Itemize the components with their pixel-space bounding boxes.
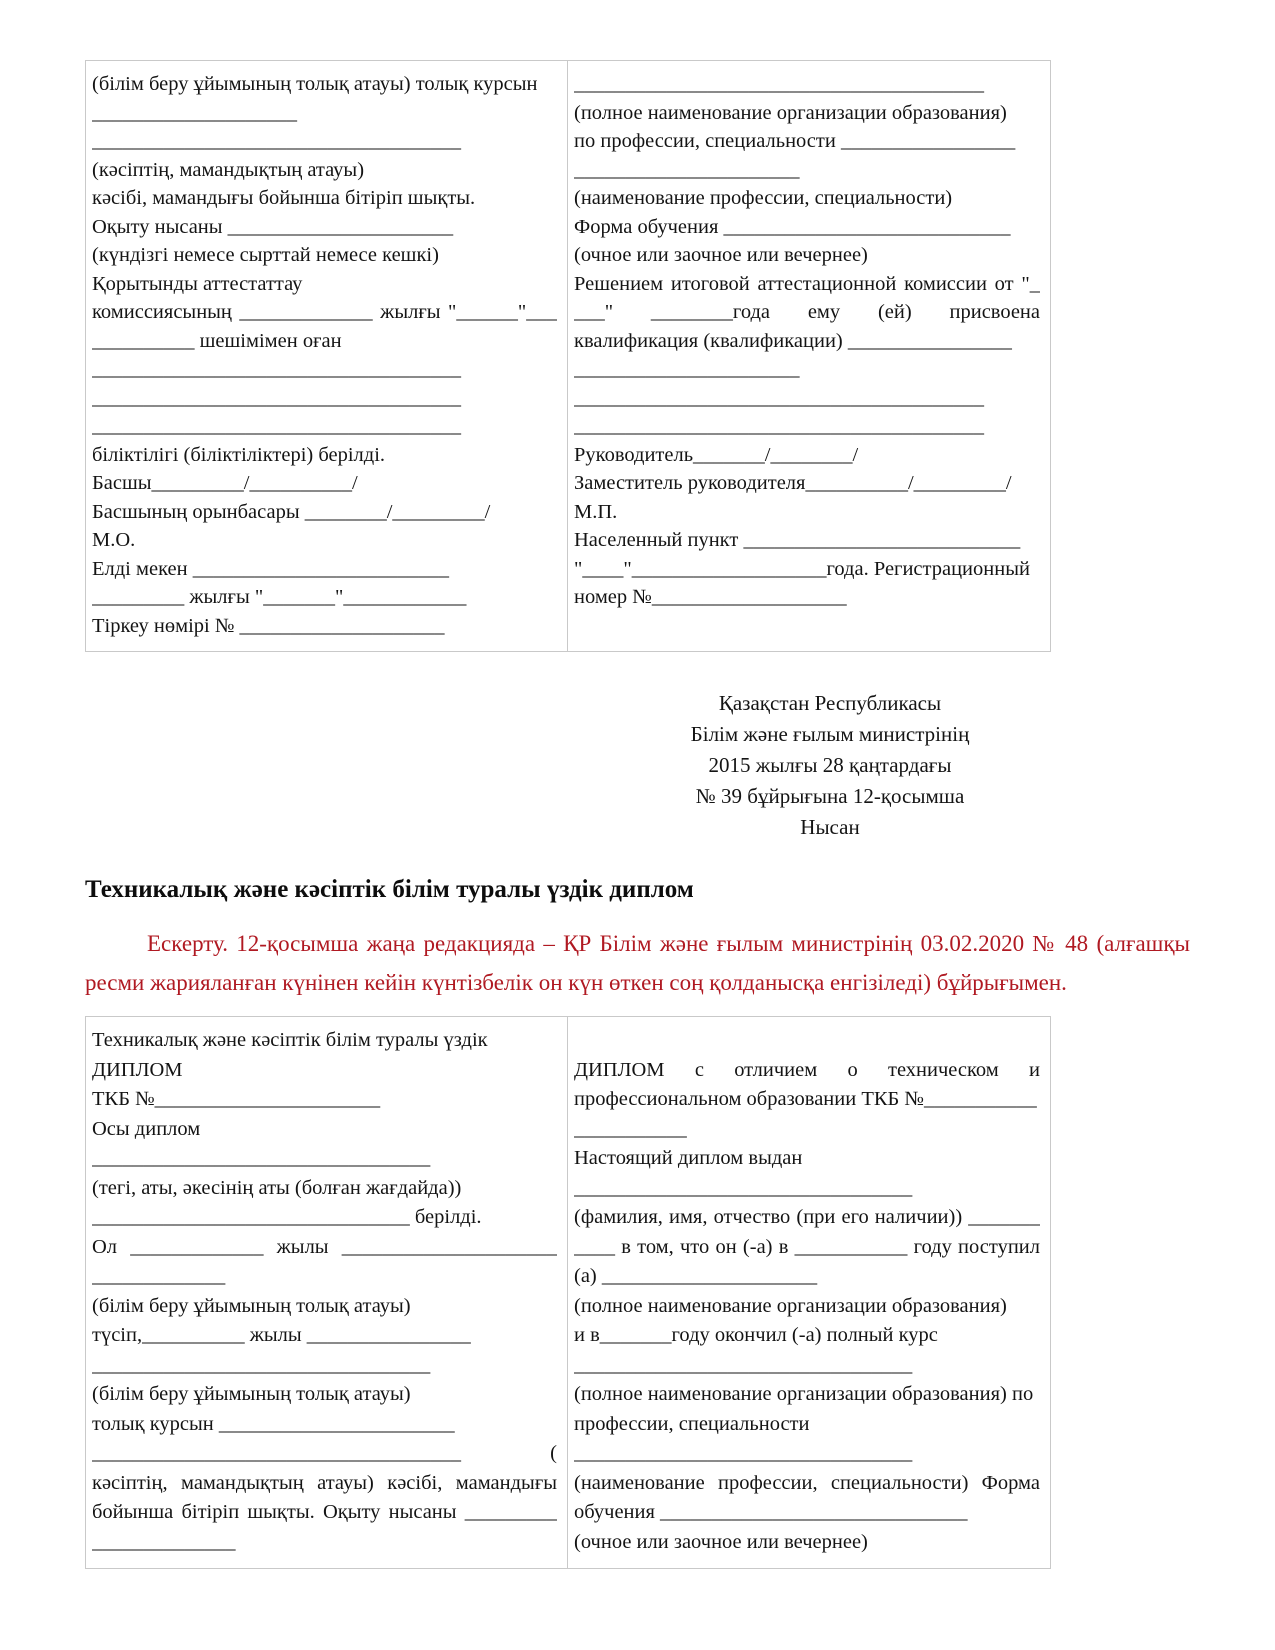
table-row: ____________________________________ (92, 386, 461, 409)
top-russian-column (568, 61, 1050, 651)
table-row: ________________________________________ (574, 386, 984, 409)
table-row (574, 1026, 1040, 1056)
table-row: профессии, специальности (574, 1412, 810, 1435)
appendix-line: 2015 жылғы 28 қаңтардағы (708, 753, 952, 777)
table-row: Техникалық және кәсіптік білім туралы үздік (92, 1029, 488, 1051)
table-row: Басшының орынбасары ________/_________/ (92, 500, 491, 523)
table-row: ____ в том, что он (-а) в ___________ году поступил (574, 1235, 1040, 1258)
table-row: ____________________________________ ( (92, 1442, 557, 1464)
table-row: ДИПЛОМ (92, 1058, 183, 1081)
table-row: и в_______году окончил (-а) полный курс (574, 1324, 938, 1346)
table-row: М.О. (92, 529, 136, 551)
table-row: (білім беру ұйымының толық атауы) толық курсын (92, 73, 538, 95)
table-row: по профессии, специальности _________________ (574, 130, 1016, 152)
table-row: (күндізгі немесе сырттай немесе кешкі) (92, 244, 439, 266)
table-row: ______________________ (574, 158, 800, 181)
table-row: _______________________________ берілді. (92, 1206, 482, 1228)
document-heading: Техникалық және кәсіптік білім туралы үздік диплом (85, 876, 694, 903)
appendix-line: Қазақстан Республикасы (718, 691, 942, 715)
table-row: (білім беру ұйымының толық атауы) (92, 1383, 411, 1405)
table-row: __________ шешімімен оған (92, 329, 342, 352)
table-row: (наименование профессии, специальности) Форма (574, 1471, 1040, 1494)
table-row: _________ жылғы "_______"____________ (92, 586, 467, 608)
table-row: _________________________________ (574, 1176, 913, 1199)
table-row: кәсіптің, мамандықтың атауы) кәсібі, мамандығы (92, 1471, 557, 1494)
table-row: Оқыту нысаны ______________________ (92, 215, 454, 238)
table-row: біліктілігі (біліктіліктері) берілді. (92, 443, 386, 466)
table-row: (фамилия, имя, отчество (при его наличии)) _______ (574, 1206, 1040, 1228)
appendix-line: Нысан (800, 815, 860, 839)
bottom-form-table (85, 1016, 1051, 1569)
table-row: кәсібі, мамандығы бойынша бітіріп шықты. (92, 187, 476, 209)
table-row: Настоящий диплом выдан (574, 1147, 803, 1169)
table-row: обучения ______________________________ (574, 1501, 968, 1523)
table-row: квалификация (квалификации) ________________ (574, 329, 1012, 352)
table-row: ДИПЛОМ с отличием о техническом и (574, 1058, 1040, 1081)
table-row: _________________________________ (92, 1147, 431, 1169)
table-row: толық курсын _______________________ (92, 1412, 455, 1435)
table-row: ______________ (92, 1530, 236, 1553)
table-row: (очное или заочное или вечернее) (574, 1530, 868, 1553)
table-row: ________________________________________ (574, 415, 984, 437)
table-row: номер №___________________ (574, 586, 847, 608)
table-row: (полное наименование организации образования) (574, 101, 1007, 124)
table-row: профессиональном образовании ТКБ №___________ (574, 1088, 1037, 1110)
table-row: Населенный пункт ___________________________ (574, 529, 1021, 551)
table-row: түсіп,__________ жылы ________________ (92, 1324, 471, 1346)
table-row: (полное наименование организации образования) по (574, 1383, 1034, 1405)
table-row: ________________________________________ (574, 73, 984, 95)
table-row: _________________________________ (574, 1353, 913, 1376)
table-row: Форма обучения ____________________________ (574, 215, 1011, 238)
table-row: ТКБ №______________________ (92, 1088, 381, 1110)
table-row: (полное наименование организации образования) (574, 1294, 1007, 1317)
table-row: (тегі, аты, әкесінің аты (болған жағдайда)) (92, 1176, 462, 1199)
table-row: ____________________________________ (92, 358, 461, 380)
table-row: Елді мекен _________________________ (92, 557, 449, 580)
table-row: ____________________________________ (92, 130, 461, 152)
table-row: Осы диплом (92, 1117, 201, 1140)
table-row: М.П. (574, 500, 618, 523)
table-row: "____"___________________года. Регистрационный (574, 557, 1030, 580)
table-row: ______________________ (574, 358, 800, 380)
table-row: _________________________________ (574, 1442, 913, 1464)
table-row: _________________________________ (92, 1353, 431, 1376)
table-row: Тіркеу нөмірі № ____________________ (92, 614, 445, 637)
table-row: ___" ________года ему (ей) присвоена (574, 301, 1040, 323)
table-row: _____________ (92, 1265, 226, 1287)
table-row: Басшы_________/__________/ (92, 472, 358, 494)
table-row: ____________________ (92, 101, 297, 124)
table-row: Заместитель руководителя__________/_________/ (574, 472, 1012, 494)
table-row: (очное или заочное или вечернее) (574, 244, 868, 266)
table-row: Ол _____________ жылы _____________________ (92, 1235, 557, 1258)
bottom-russian-column (568, 1017, 1050, 1568)
table-row: (кәсіптің, мамандықтың атауы) (92, 158, 365, 181)
table-row: бойынша бітіріп шықты. Оқыту нысаны _________ (92, 1501, 557, 1523)
table-row: Руководитель_______/________/ (574, 443, 859, 466)
top-form-table (85, 60, 1051, 652)
appendix-line: Білім және ғылым министрінің (690, 722, 970, 746)
table-row: Решением итоговой аттестационной комиссии от "_ (574, 272, 1040, 295)
appendix-line: № 39 бұйрығына 12-қосымша (695, 784, 965, 808)
table-row: ____________________________________ (92, 415, 461, 437)
table-row: (наименование профессии, специальности) (574, 187, 953, 209)
table-row: Қорытынды аттестаттау (92, 272, 303, 295)
top-kazakh-column (86, 61, 568, 651)
table-row: (а) _____________________ (574, 1265, 818, 1287)
amendment-note: Ескерту. 12-қосымша жаңа редакцияда – ҚР Білім және ғылым министрінің 03.02.2020 № 48 (алғашқы ресми жарияланған күнінен кейін күнтізбелік он күн өткен соң қолданысқа енгізіледі) бұйрығымен. (85, 931, 1190, 995)
appendix-block (610, 688, 1050, 843)
table-row: ___________ (574, 1117, 687, 1140)
table-row: комиссиясының _____________ жылғы "______"___ (92, 301, 557, 323)
table-row: (білім беру ұйымының толық атауы) (92, 1294, 411, 1317)
bottom-kazakh-column (86, 1017, 568, 1568)
